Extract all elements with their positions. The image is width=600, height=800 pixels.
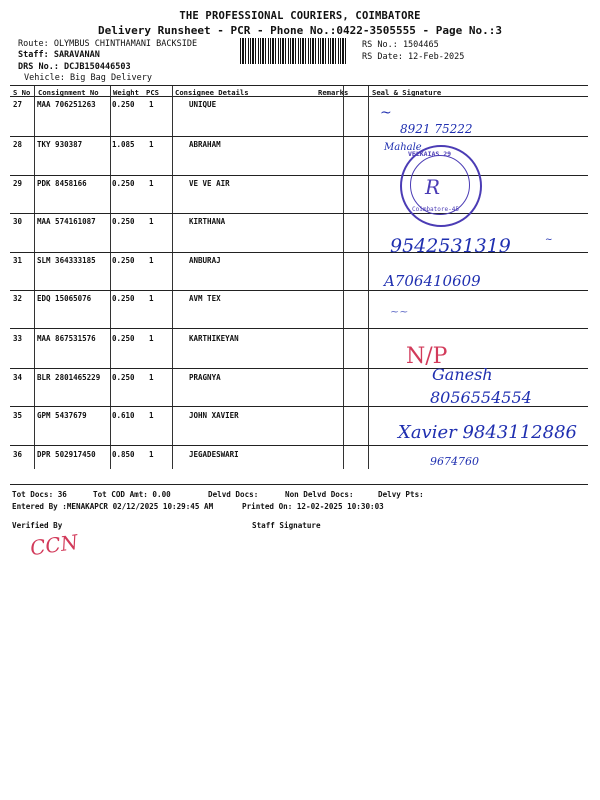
vehicle-label: Vehicle: Big Bag Delivery — [24, 73, 152, 83]
row-consignee: ABRAHAM — [189, 140, 221, 149]
row-consignment: MAA 867531576 — [37, 334, 96, 343]
row-rule — [10, 290, 588, 291]
runsheet-title: Delivery Runsheet - PCR - Phone No.:0422-3505555 - Page No.:3 — [98, 24, 502, 37]
stamp-top-text: VELKAIAS 29 — [408, 150, 452, 158]
row-weight: 0.250 — [112, 100, 135, 109]
row-consignee: PRAGNYA — [189, 373, 221, 382]
col-s-no: S No — [13, 88, 31, 97]
row-consignee: ANBURAJ — [189, 256, 221, 265]
row-rule — [10, 368, 588, 369]
row-rule — [10, 175, 588, 176]
row-pcs: 1 — [149, 100, 154, 109]
printed-on: Printed On: 12-02-2025 10:30:03 — [242, 502, 384, 511]
row-pcs: 1 — [149, 217, 154, 226]
row-consignee: JEGADESWARI — [189, 450, 239, 459]
non-delivered-docs: Non Delvd Docs: — [285, 490, 354, 499]
row-consignment: SLM 364333185 — [37, 256, 96, 265]
row-pcs: 1 — [149, 140, 154, 149]
delivered-docs: Delvd Docs: — [208, 490, 259, 499]
row-rule — [10, 136, 588, 137]
row-s-no: 30 — [13, 217, 23, 226]
col-divider — [172, 86, 173, 469]
row-weight: 0.850 — [112, 450, 135, 459]
handwritten-scrawl: ~~ — [390, 305, 409, 318]
row-consignment: PDK 8458166 — [37, 179, 87, 188]
row-weight: 0.250 — [112, 179, 135, 188]
row-consignee: UNIQUE — [189, 100, 217, 109]
col-consignee: Consignee Details — [175, 88, 249, 97]
row-s-no: 36 — [13, 450, 23, 459]
row-consignee: VE VE AIR — [189, 179, 230, 188]
row-consignee: JOHN XAVIER — [189, 411, 239, 420]
row-consignment: DPR 502917450 — [37, 450, 96, 459]
handwritten-phone: 8056554554 — [430, 388, 532, 407]
row-rule — [10, 445, 588, 446]
row-consignee: KARTHIKEYAN — [189, 334, 239, 343]
stamp-bottom-text: Coimbatore-45 — [412, 206, 459, 213]
row-pcs: 1 — [149, 294, 154, 303]
barcode — [240, 38, 348, 64]
row-consignment: TKY 930387 — [37, 140, 83, 149]
row-consignee: KIRTHANA — [189, 217, 226, 226]
row-s-no: 27 — [13, 100, 23, 109]
rs-date: RS Date: 12-Feb-2025 — [362, 52, 465, 62]
col-seal: Seal & Signature — [372, 88, 442, 97]
row-weight: 0.610 — [112, 411, 135, 420]
row-pcs: 1 — [149, 256, 154, 265]
handwritten-np-mark: N/P — [406, 344, 448, 369]
row-consignment: EDQ 15065076 — [37, 294, 92, 303]
verified-by-label: Verified By — [12, 521, 63, 530]
row-s-no: 31 — [13, 256, 23, 265]
row-pcs: 1 — [149, 450, 154, 459]
row-s-no: 29 — [13, 179, 23, 188]
row-weight: 0.250 — [112, 256, 135, 265]
row-pcs: 1 — [149, 334, 154, 343]
total-cod-amount: Tot COD Amt: 0.00 — [93, 490, 171, 499]
col-divider — [368, 86, 369, 469]
total-docs: Tot Docs: 36 — [12, 490, 67, 499]
row-consignment: GPM 5437679 — [37, 411, 87, 420]
row-consignment: MAA 574161087 — [37, 217, 96, 226]
stamp-signature: R — [425, 175, 441, 199]
row-weight: 0.250 — [112, 294, 135, 303]
delivery-points: Delvy Pts: — [378, 490, 424, 499]
row-s-no: 28 — [13, 140, 23, 149]
handwritten-number: A706410609 — [384, 272, 481, 290]
header-top-rule — [10, 85, 588, 86]
handwritten-signature: ~ — [380, 105, 392, 121]
col-weight: Weight — [113, 88, 139, 97]
row-s-no: 32 — [13, 294, 23, 303]
handwritten-phone: 9542531319 — [390, 235, 511, 257]
row-weight: 1.085 — [112, 140, 135, 149]
table-bottom-rule — [10, 484, 588, 485]
row-weight: 0.250 — [112, 373, 135, 382]
drs-label: DRS No.: DCJB150446503 — [18, 62, 131, 72]
col-divider — [343, 86, 344, 469]
col-divider — [110, 86, 111, 469]
col-pcs: PCS — [146, 88, 159, 97]
entered-by: Entered By :MENAKAPCR 02/12/2025 10:29:45 AM — [12, 502, 214, 511]
handwritten-name: Ganesh — [432, 365, 493, 384]
row-consignment: BLR 2801465229 — [37, 373, 101, 382]
handwritten-phone: 8921 75222 — [400, 122, 473, 136]
route-label: Route: OLYMBUS CHINTHAMANI BACKSIDE — [18, 39, 198, 49]
row-pcs: 1 — [149, 179, 154, 188]
handwritten-phone: 9674760 — [430, 455, 479, 468]
row-weight: 0.250 — [112, 217, 135, 226]
handwritten-signature: ~ — [545, 235, 553, 245]
row-consignment: MAA 706251263 — [37, 100, 96, 109]
row-pcs: 1 — [149, 411, 154, 420]
row-s-no: 34 — [13, 373, 23, 382]
handwritten-name-phone: Xavier 9843112886 — [398, 422, 577, 443]
staff-signature-label: Staff Signature — [252, 521, 321, 530]
rs-number: RS No.: 1504465 — [362, 40, 439, 50]
col-remarks: Remarks — [318, 88, 349, 97]
row-s-no: 33 — [13, 334, 23, 343]
staff-label: Staff: SARAVANAN — [18, 50, 100, 60]
row-pcs: 1 — [149, 373, 154, 382]
header-bottom-rule — [10, 96, 588, 97]
row-weight: 0.250 — [112, 334, 135, 343]
verified-signature: CCN — [28, 529, 80, 561]
col-divider — [34, 86, 35, 469]
row-consignee: AVM TEX — [189, 294, 221, 303]
row-rule — [10, 213, 588, 214]
col-consignment: Consignment No — [38, 88, 99, 97]
row-s-no: 35 — [13, 411, 23, 420]
row-rule — [10, 328, 588, 329]
handwritten-name: Mahale — [384, 142, 422, 153]
company-title: THE PROFESSIONAL COURIERS, COIMBATORE — [179, 10, 421, 22]
